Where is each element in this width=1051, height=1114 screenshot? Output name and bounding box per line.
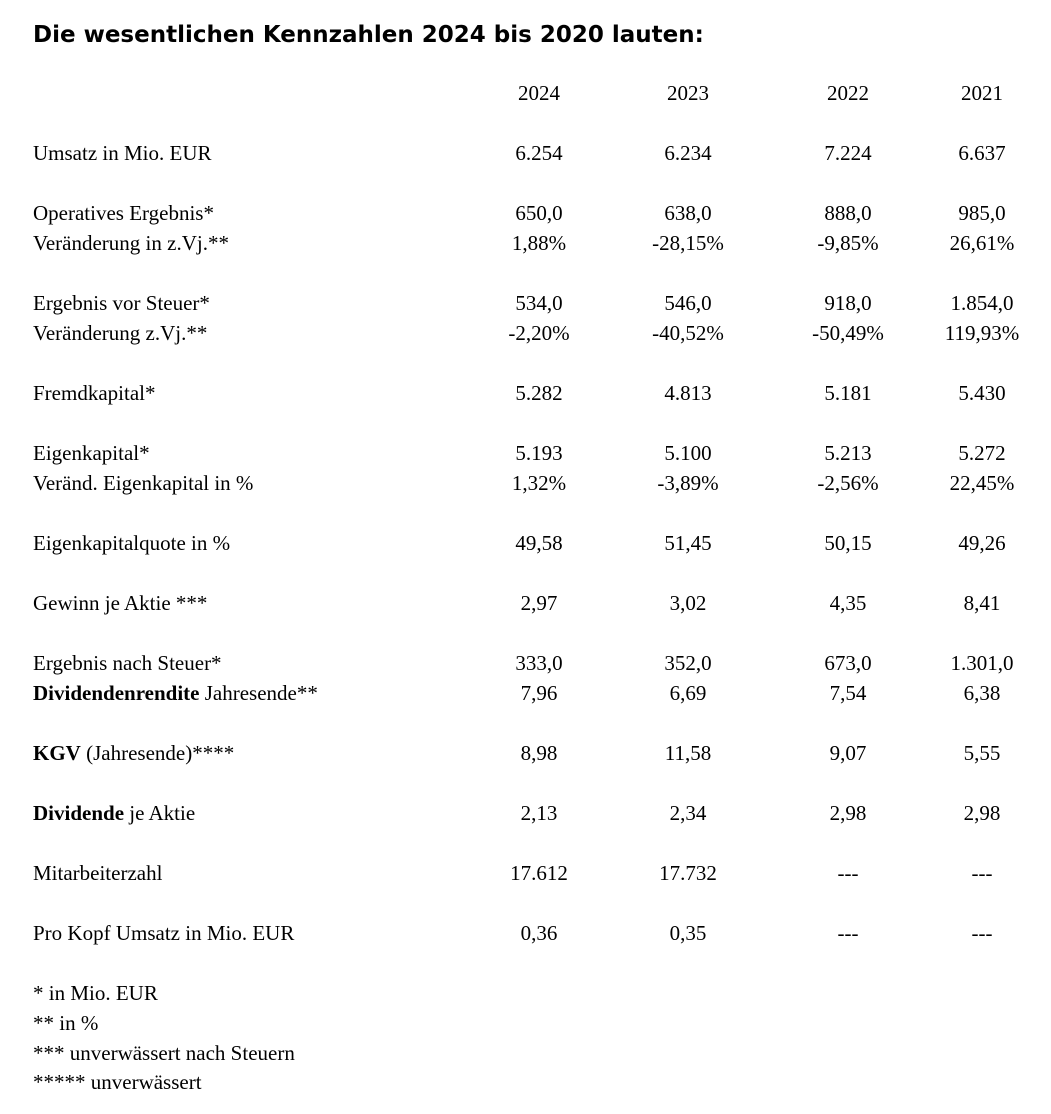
value-2021: --- — [971, 921, 993, 945]
row-label — [33, 798, 195, 828]
value-2022: 5.213 — [824, 441, 872, 465]
value-2022: --- — [837, 921, 859, 945]
value-2024: 2,97 — [520, 591, 558, 615]
value-2022: -9,85% — [817, 231, 879, 255]
value-2023: 6,69 — [669, 681, 707, 705]
value-2022: 5.181 — [824, 381, 872, 405]
value-2023: 2,34 — [669, 801, 707, 825]
row-label — [33, 738, 234, 768]
row-eigenkapitalquote — [0, 528, 1051, 558]
value-2023: 3,02 — [669, 591, 707, 615]
value-2021: 6.637 — [958, 141, 1006, 165]
value-2024: 17.612 — [510, 861, 568, 885]
value-2022: --- — [837, 861, 859, 885]
value-2021: 49,26 — [958, 531, 1006, 555]
year-header-2023: 2023 — [667, 81, 709, 105]
footnote-percent: ** in % — [33, 1011, 99, 1035]
row-label: Pro Kopf Umsatz in Mio. EUR — [33, 921, 295, 945]
value-2021: 1.854,0 — [950, 291, 1014, 315]
row-label: Ergebnis vor Steuer* — [33, 291, 210, 315]
value-2021: 5.272 — [958, 441, 1006, 465]
row-label: Veränderung z.Vj.** — [33, 321, 208, 345]
row-label-rest: (Jahresende)**** — [80, 741, 235, 765]
value-2024: -2,20% — [508, 321, 570, 345]
value-2022: -50,49% — [812, 321, 884, 345]
value-2024: 0,36 — [520, 921, 558, 945]
value-2022: 4,35 — [829, 591, 867, 615]
value-2023: 51,45 — [664, 531, 712, 555]
page-title: Die wesentlichen Kennzahlen 2024 bis 2020 lauten: — [33, 22, 704, 48]
value-2024: 8,98 — [520, 741, 558, 765]
row-label: Eigenkapitalquote in % — [33, 531, 231, 555]
row-label: Umsatz in Mio. EUR — [33, 141, 212, 165]
value-2023: 4.813 — [664, 381, 712, 405]
row-gewinn-je-aktie — [0, 588, 1051, 618]
value-2022: 7.224 — [824, 141, 872, 165]
value-2021: 2,98 — [963, 801, 1001, 825]
row-pro-kopf-umsatz — [0, 918, 1051, 948]
value-2023: -28,15% — [652, 231, 724, 255]
value-2023: -3,89% — [657, 471, 719, 495]
row-label-rest: je Aktie — [124, 801, 196, 825]
row-label: Fremdkapital* — [33, 381, 156, 405]
value-2023: 6.234 — [664, 141, 712, 165]
value-2023: 17.732 — [659, 861, 717, 885]
value-2023: 11,58 — [664, 741, 712, 765]
row-label: Veränderung in z.Vj.** — [33, 231, 229, 255]
year-header-2024: 2024 — [518, 81, 560, 105]
row-operatives-ergebnis — [0, 198, 1051, 228]
value-2022: 888,0 — [824, 201, 872, 225]
year-header-row — [0, 78, 1051, 108]
row-label: Operatives Ergebnis* — [33, 201, 214, 225]
row-umsatz — [0, 138, 1051, 168]
row-label-bold: KGV — [33, 741, 81, 765]
row-label-bold: Dividende — [33, 801, 125, 825]
value-2021: 5,55 — [963, 741, 1001, 765]
value-2022: 2,98 — [829, 801, 867, 825]
value-2024: 650,0 — [515, 201, 563, 225]
value-2022: 50,15 — [824, 531, 872, 555]
value-2024: 333,0 — [515, 651, 563, 675]
value-2021: 1.301,0 — [950, 651, 1014, 675]
value-2024: 2,13 — [520, 801, 558, 825]
row-label: Eigenkapital* — [33, 441, 150, 465]
value-2024: 1,88% — [511, 231, 567, 255]
value-2021: 5.430 — [958, 381, 1006, 405]
value-2021: 8,41 — [963, 591, 1001, 615]
footnote-mio-eur: * in Mio. EUR — [33, 981, 158, 1005]
value-2024: 534,0 — [515, 291, 563, 315]
value-2022: -2,56% — [817, 471, 879, 495]
value-2023: 5.100 — [664, 441, 712, 465]
year-header-2021: 2021 — [961, 81, 1003, 105]
value-2022: 673,0 — [824, 651, 872, 675]
value-2024: 5.193 — [515, 441, 563, 465]
row-label: Mitarbeiterzahl — [33, 861, 163, 885]
value-2022: 7,54 — [829, 681, 867, 705]
value-2024: 6.254 — [515, 141, 563, 165]
value-2022: 9,07 — [829, 741, 867, 765]
footnote-unverwaessert-nach-steuern: *** unverwässert nach Steuern — [33, 1041, 295, 1065]
row-label — [33, 678, 318, 708]
row-ergebnis-vor-steuer — [0, 288, 1051, 318]
row-dividende — [0, 798, 1051, 828]
value-2023: -40,52% — [652, 321, 724, 345]
row-dividendenrendite — [0, 678, 1051, 708]
row-kgv — [0, 738, 1051, 768]
value-2021: 6,38 — [963, 681, 1001, 705]
row-veraenderung-vor-steuer — [0, 318, 1051, 348]
value-2024: 5.282 — [515, 381, 563, 405]
row-label: Gewinn je Aktie *** — [33, 591, 208, 615]
value-2023: 546,0 — [664, 291, 712, 315]
value-2022: 918,0 — [824, 291, 872, 315]
value-2024: 49,58 — [515, 531, 563, 555]
row-label-rest: Jahresende** — [199, 681, 318, 705]
value-2021: --- — [971, 861, 993, 885]
row-label: Ergebnis nach Steuer* — [33, 651, 222, 675]
footnote-unverwaessert: ***** unverwässert — [33, 1070, 202, 1094]
row-label-bold: Dividendenrendite — [33, 681, 200, 705]
value-2023: 0,35 — [669, 921, 707, 945]
row-label: Veränd. Eigenkapital in % — [33, 471, 254, 495]
value-2024: 1,32% — [511, 471, 567, 495]
row-veraend-eigenkapital — [0, 468, 1051, 498]
row-eigenkapital — [0, 438, 1051, 468]
row-ergebnis-nach-steuer — [0, 648, 1051, 678]
value-2023: 352,0 — [664, 651, 712, 675]
year-header-2022: 2022 — [827, 81, 869, 105]
row-fremdkapital — [0, 378, 1051, 408]
value-2021: 985,0 — [958, 201, 1006, 225]
value-2021: 26,61% — [949, 231, 1015, 255]
value-2021: 22,45% — [949, 471, 1015, 495]
value-2024: 7,96 — [520, 681, 558, 705]
value-2023: 638,0 — [664, 201, 712, 225]
value-2021: 119,93% — [944, 321, 1020, 345]
row-mitarbeiterzahl — [0, 858, 1051, 888]
row-veraenderung-operativ — [0, 228, 1051, 258]
